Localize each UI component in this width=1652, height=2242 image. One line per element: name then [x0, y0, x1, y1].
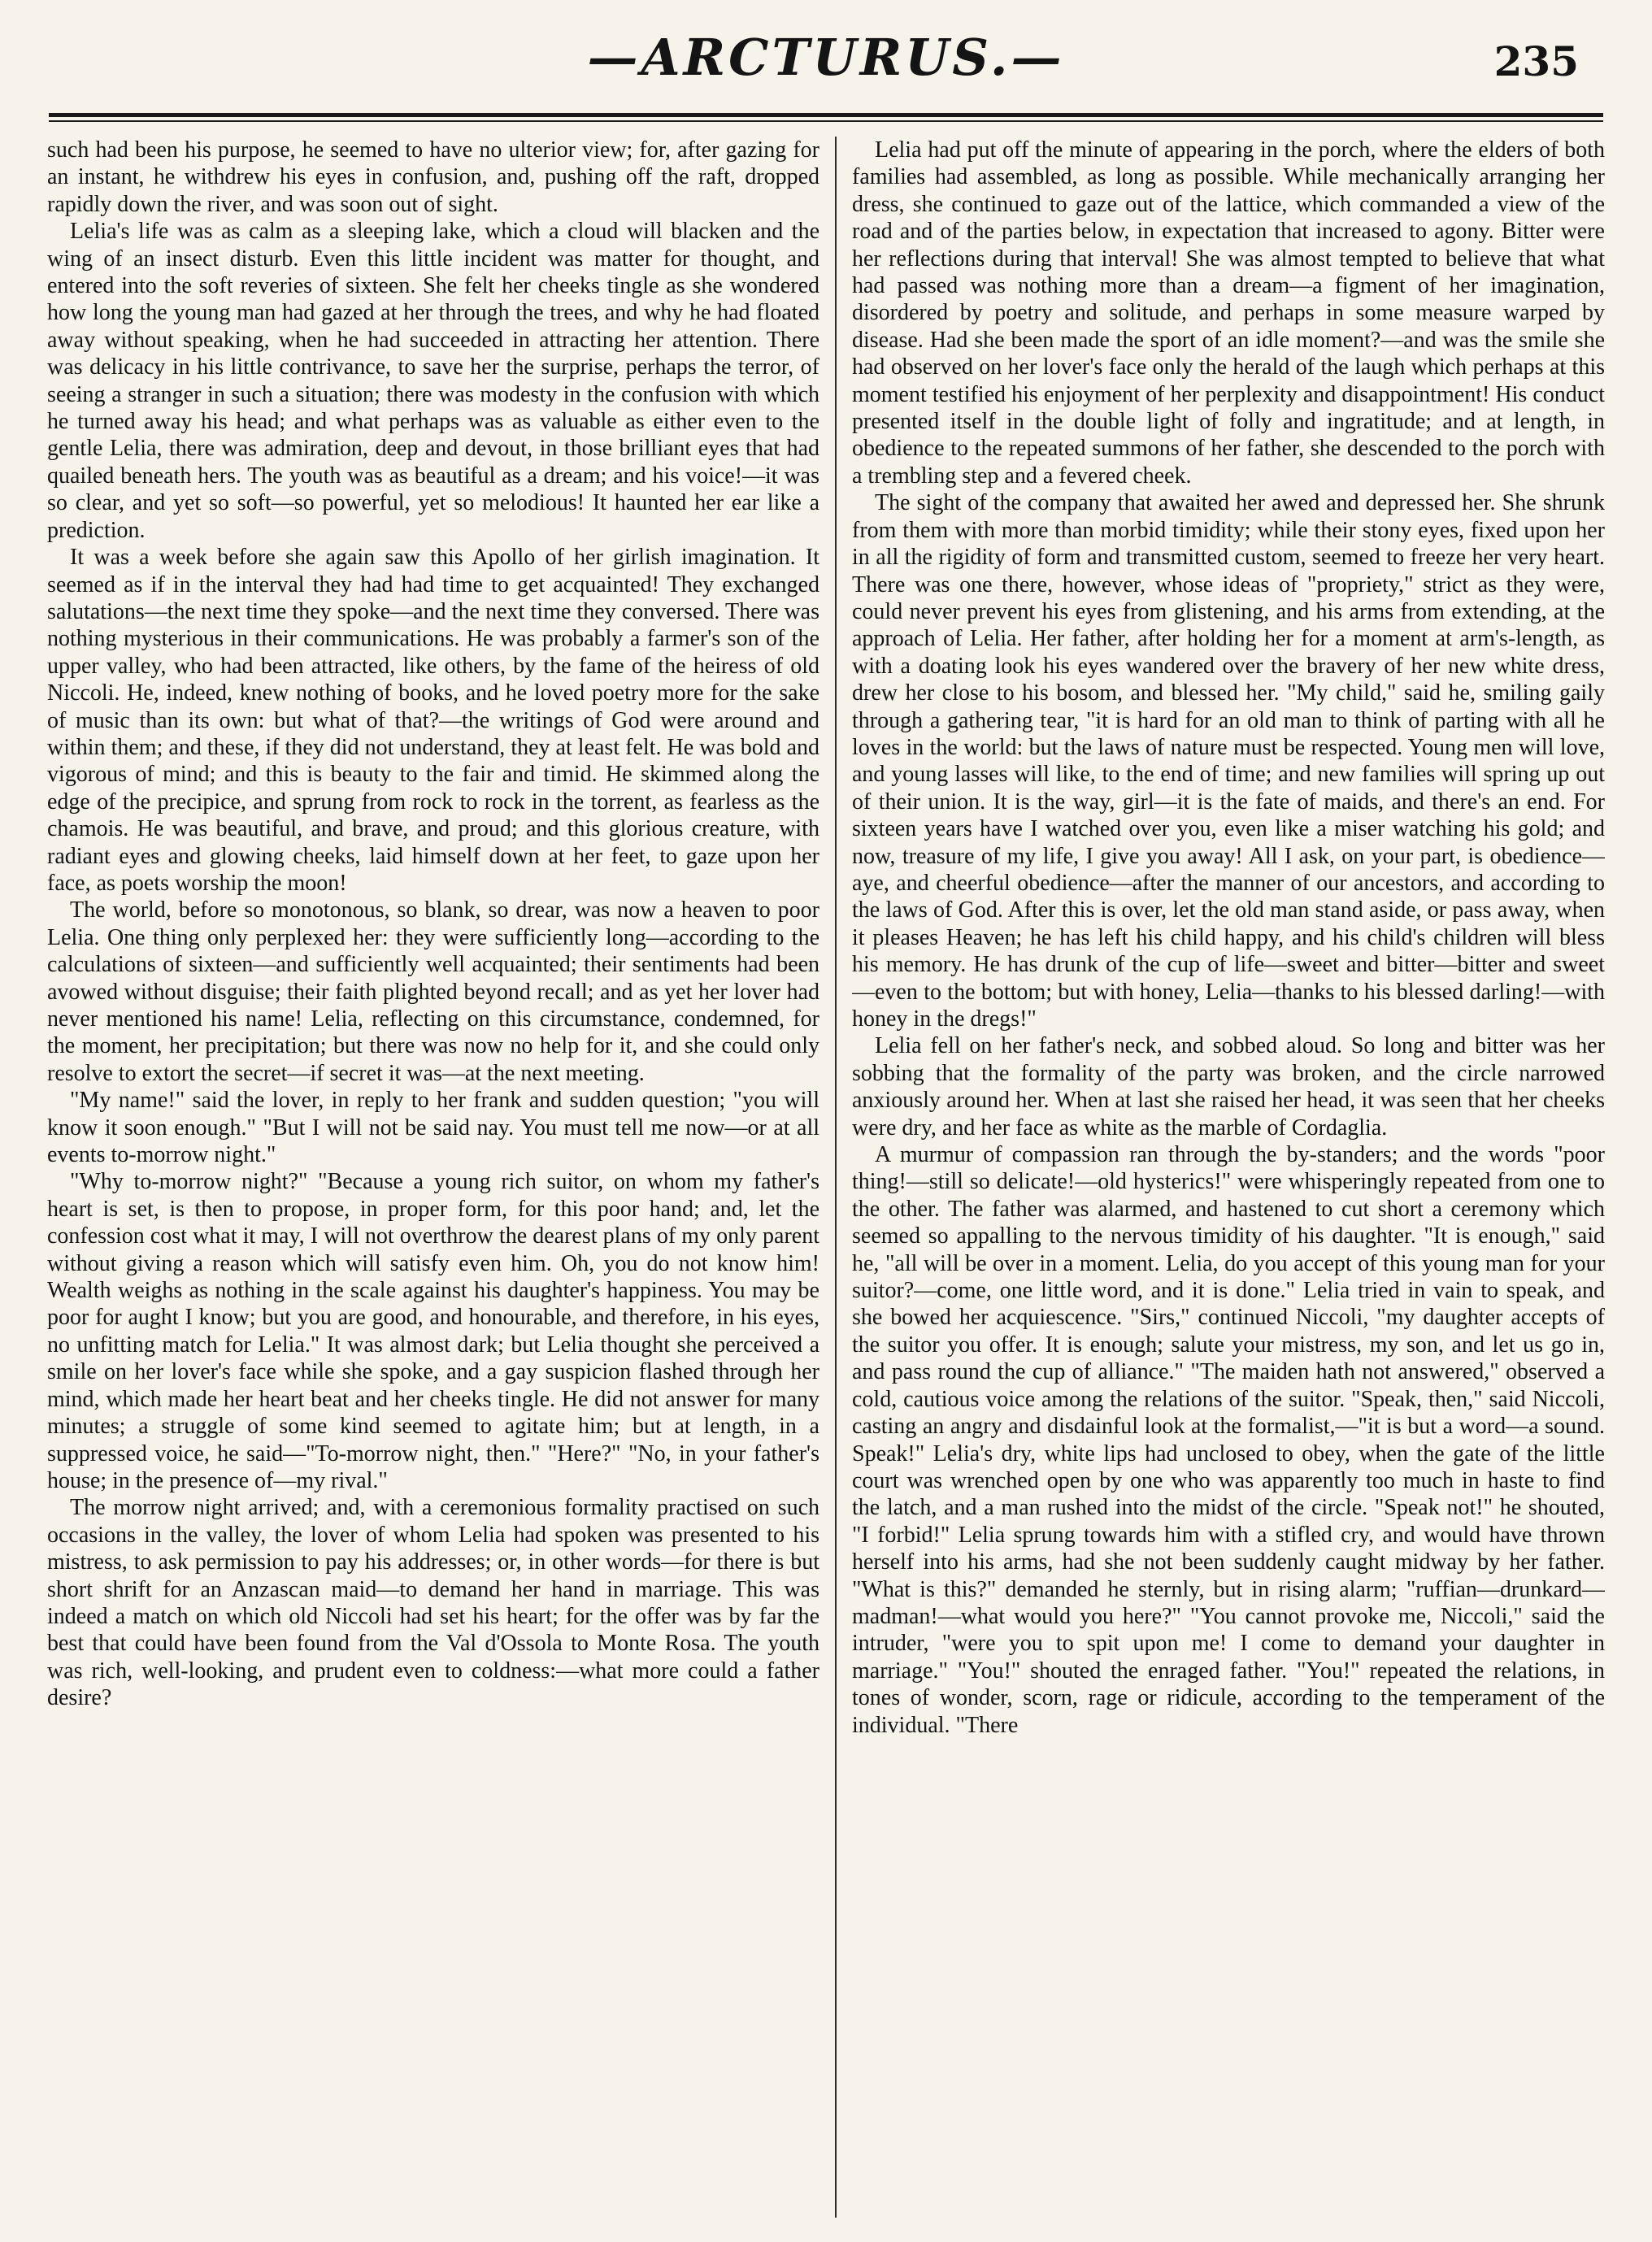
- paragraph: "My name!" said the lover, in reply to her frank and sudden question; "you will know it soon enough." "But I will not be said nay. You must tell me now—or at all events to-morrow night.": [47, 1088, 819, 1168]
- paragraph: It was a week before she again saw this Apollo of her girlish imagination. It seemed as if in the interval they had had time to get acquainted! They exchanged salutations—the next time they spoke—and the next time they conversed. There was nothing mysterious in their communications. He was probably a farmer's son of the upper valley, who had been attracted, like others, by the fame of the heiress of old Niccoli. He, indeed, knew nothing of books, and he loved poetry more for the sake of music than its own: but what of that?—the writings of God were around and within them; and these, if they did not understand, they at least felt. He was bold and vigorous of mind; and this is beauty to the fair and timid. He skimmed along the edge of the precipice, and sprung from rock to rock in the torrent, as fearless as the chamois. He was beautiful, and brave, and proud; and this glorious creature, with radiant eyes and glowing cheeks, laid himself down at her feet, to gaze upon her face, as poets worship the moon!: [47, 545, 819, 896]
- paragraph: Lelia had put off the minute of appearing in the porch, where the elders of both families had assembled, as long as possible. While mechanically arranging her dress, she continued to gaze out of the lattice, which commanded a view of the road and of the parties below, in expectation that increased to agony. Bitter were her reflections during that interval! She was almost tempted to believe that what had passed was nothing more than a dream—a figment of her imagination, disordered by poetry and solitude, and perhaps in some measure warped by disease. Had she been made the sport of an idle moment?—and was the smile she had observed on her lover's face only the herald of the laugh which perhaps at this moment testified his enjoyment of her perplexity and disappointment! His conduct presented itself in the double light of folly and ingratitude; and at length, in obedience to the repeated summons of her father, she descended to the porch with a trembling step and a fevered cheek.: [852, 137, 1605, 489]
- paragraph: such had been his purpose, he seemed to have no ulterior view; for, after gazing for an instant, he withdrew his eyes in confusion, and, pushing off the raft, dropped rapidly down the river, and was soon out of sight.: [47, 137, 819, 217]
- paragraph: Lelia's life was as calm as a sleeping lake, which a cloud will blacken and the wing of an insect disturb. Even this little incident was matter for thought, and entered into the soft reveries of sixteen. She felt her cheeks tingle as she wondered how long the young man had gazed at her through the trees, and why he had floated away without speaking, when he had succeeded in attracting her attention. There was delicacy in his little contrivance, to save her the surprise, perhaps the terror, of seeing a stranger in such a situation; there was modesty in the confusion with which he turned away his head; and what perhaps was as valuable as either even to the gentle Lelia, there was admiration, deep and devout, in those brilliant eyes that had quailed beneath hers. The youth was as beautiful as a dream; and his voice!—it was so clear, and yet so soft—so powerful, yet so melodious! It haunted her ear like a prediction.: [47, 219, 819, 543]
- left-column: [47, 137, 819, 2218]
- paragraph: A murmur of compassion ran through the by-standers; and the words "poor thing!—still so delicate!—old hysterics!" were whisperingly repeated from one to the other. The father was alarmed, and hastened to cut short a ceremony which seemed so appalling to the nervous timidity of his daughter. "It is enough," said he, "all will be over in a moment. Lelia, do you accept of this young man for your suitor?—come, one little word, and it is done." Lelia tried in vain to speak, and she bowed her acquiescence. "Sirs," continued Niccoli, "my daughter accepts of the suitor you offer. It is enough; salute your mistress, my son, and let us go in, and pass round the cup of alliance." "The maiden hath not answered," observed a cold, cautious voice among the relations of the suitor. "Speak, then," said Niccoli, casting an angry and disdainful look at the formalist,—"it is but a word—a sound. Speak!" Lelia's dry, white lips had unclosed to obey, when the gate of the little court was wrenched open by one who was apparently too much in haste to find the latch, and a man rushed into the midst of the circle. "Speak not!" he shouted, "I forbid!" Lelia sprung towards him with a stifled cry, and would have thrown herself into his arms, had she not been suddenly caught midway by her father. "What is this?" demanded he sternly, but in rising alarm; "ruffian—drunkard—madman!—what would you here?" "You cannot provoke me, Niccoli," said the intruder, "were you to spit upon me! I come to demand your daughter in marriage." "You!" shouted the enraged father. "You!" repeated the relations, in tones of wonder, scorn, rage or ridicule, according to the temperament of the individual. "There: [852, 1142, 1605, 1738]
- header-rule-thick: [49, 113, 1603, 117]
- page-number: 235: [1493, 37, 1579, 85]
- article-body: [47, 137, 1605, 2218]
- right-column: [852, 137, 1605, 2218]
- running-title: —ARCTURUS.—: [587, 28, 1065, 87]
- paragraph: The world, before so monotonous, so blank, so drear, was now a heaven to poor Lelia. One thing only perplexed her: they were sufficiently long—according to the calculations of sixteen—and sufficiently well acquainted; their sentiments had been avowed without disguise; their faith plighted beyond recall; and as yet her lover had never mentioned his name! Lelia, reflecting on this circumstance, condemned, for the moment, her precipitation; but there was now no help for it, and she could only resolve to extort the secret—if secret it was—at the next meeting.: [47, 897, 819, 1086]
- page-header: [49, 20, 1603, 117]
- header-rule-thin: [49, 120, 1603, 122]
- paragraph: "Why to-morrow night?" "Because a young rich suitor, on whom my father's heart is set, is then to propose, in proper form, for this poor hand; and, let the confession cost what it may, I will not overthrow the dearest plans of my only parent without giving a reason which will satisfy even him. Oh, you do not know him! Wealth weighs as nothing in the scale against his daughter's happiness. You may be poor for aught I know; but you are good, and honourable, and therefore, in his eyes, no unfitting match for Lelia." It was almost dark; but Lelia thought she perceived a smile on her lover's face while she spoke, and a gay suspicion flashed through her mind, which made her heart beat and her cheeks tingle. He did not answer for many minutes; a struggle of some kind seemed to agitate him; but at length, in a suppressed voice, he said—"To-morrow night, then." "Here?" "No, in your father's house; in the presence of—my rival.": [47, 1169, 819, 1493]
- paragraph: Lelia fell on her father's neck, and sobbed aloud. So long and bitter was her sobbing that the formality of the party was broken, and the circle narrowed anxiously around her. When at last she raised her head, it was seen that her cheeks were dry, and her face as white as the marble of Cordaglia.: [852, 1033, 1605, 1141]
- column-divider: [835, 137, 837, 2218]
- paragraph: The sight of the company that awaited her awed and depressed her. She shrunk from them with more than morbid timidity; while their stony eyes, fixed upon her in all the rigidity of form and transmitted custom, seemed to freeze her very heart. There was one there, however, whose ideas of "propriety," strict as they were, could never prevent his eyes from glistening, and his arms from extending, at the approach of Lelia. Her father, after holding her for a moment at arm's-length, as with a doating look his eyes wandered over the bravery of her new white dress, drew her close to his bosom, and blessed her. "My child," said he, smiling gaily through a gathering tear, "it is hard for an old man to think of parting with all he loves in the world: but the laws of nature must be respected. Young men will love, and young lasses will like, to the end of time; and new families will spring up out of their union. It is the way, girl—it is the fate of maids, and there's an end. For sixteen years have I watched over you, even like a miser watching his gold; and now, treasure of my life, I give you away! All I ask, on your part, is obedience—aye, and cheerful obedience—after the manner of our ancestors, and according to the laws of God. After this is over, let the old man stand aside, or pass away, when it pleases Heaven; he has left his child happy, and his child's children will bless his memory. He has drunk of the cup of life—sweet and bitter—bitter and sweet—even to the bottom; but with honey, Lelia—thanks to his blessed darling!—with honey in the dregs!": [852, 490, 1605, 1032]
- paragraph: The morrow night arrived; and, with a ceremonious formality practised on such occasions in the valley, the lover of whom Lelia had spoken was presented to his mistress, to ask permission to pay his addresses; or, in other words—for there is but short shrift for an Anzascan maid—to demand her hand in marriage. This was indeed a match on which old Niccoli had set his heart; for the offer was by far the best that could have been found from the Val d'Ossola to Monte Rosa. The youth was rich, well-looking, and prudent even to coldness:—what more could a father desire?: [47, 1495, 819, 1711]
